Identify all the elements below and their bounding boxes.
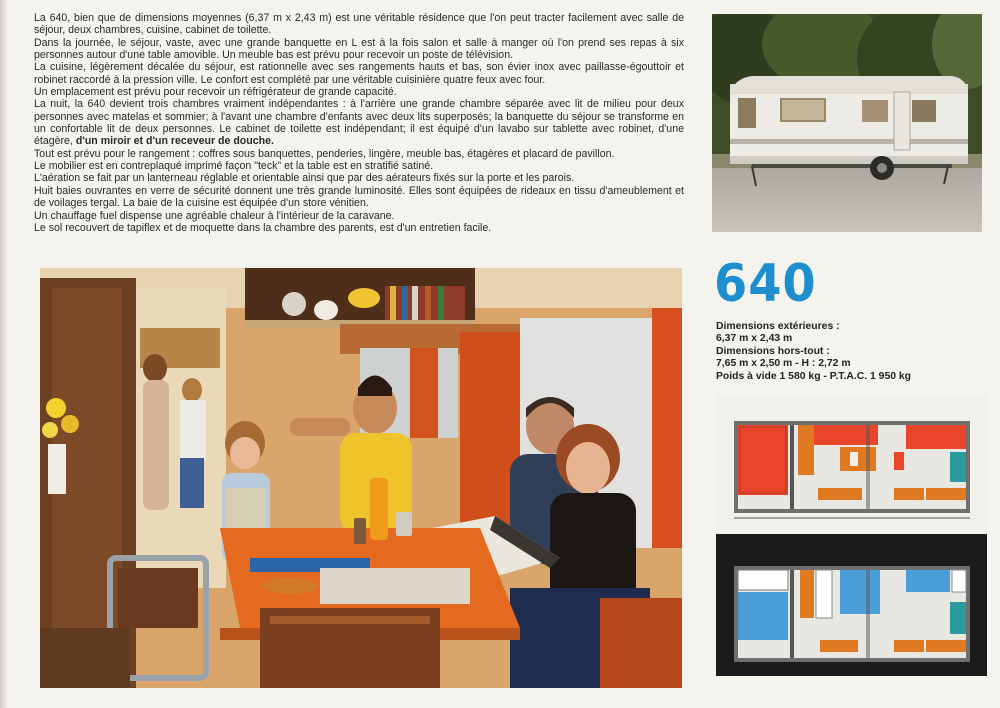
paragraph-storage: Tout est prévu pour le rangement : coffres sous banquettes, penderies, lingère, meuble bas, étagères et placard de pavillon. <box>34 147 615 160</box>
paragraph-floor: Le sol recouvert de tapiflex et de moquette dans la chambre des parents, est d'un entretien facile. <box>34 221 492 234</box>
paragraph-night-bold: d'un miroir et d'un receveur de douche. <box>75 135 274 148</box>
paragraph-night-text: La nuit, la 640 devient trois chambres vraiment indépendantes : à l'arrière une grande chambre séparée avec lit de milieu pour deux personnes avec matelas et sommier; à l'avant une chambre d'enfants avec deux lits superposés; la banquette du séjour se transforme en un confortable lit de deux personnes. Le cabinet de toilette est indépendant; il est équipé d'un lavabo sur tablette avec robinet, d'une étagère, <box>34 98 684 148</box>
specifications <box>716 321 986 383</box>
paragraph-ventilation: L'aération se fait par un lanterneau réglable et orientable ainsi que par des aérateurs fixés sur la porte et les parois. <box>34 172 575 185</box>
paragraph-kitchen: La cuisine, légèrement décalée du séjour, est rationnelle avec ses rangements hauts et bas, son évier inox avec paillasse-égouttoir et robinet raccordé à la pression ville. Le confort est complété par une véritable cuisinière quatre feux avec four. <box>34 61 684 86</box>
floor-plan-night <box>716 540 987 676</box>
spec-exterior-label: Dimensions extérieures : <box>716 321 840 332</box>
page-binding-shadow <box>0 0 8 708</box>
paragraph-night <box>34 98 684 147</box>
night-layout-diagram <box>716 540 987 676</box>
caravan-interior-illustration <box>40 268 682 688</box>
description-text <box>34 12 684 234</box>
paragraph-fridge: Un emplacement est prévu pour recevoir un réfrigérateur de grande capacité. <box>34 86 397 99</box>
spec-overall-label: Dimensions hors-tout : <box>716 345 830 357</box>
paragraph-living-room: Dans la journée, le séjour, vaste, avec une grande banquette en L est à la fois salon et salle à manger où l'on prend ses repas à six personnes autour d'une table amovible. Un meuble bas est prévu pour recevoir un poste de télévision. <box>34 36 684 62</box>
model-number: 640 <box>714 254 817 314</box>
paragraph-windows: Huit baies ouvrantes en verre de sécurité donnent une très grande luminosité. Elles sont équipées de rideaux en tissu d'ameublement et de voilages tergal. La baie de la cuisine est équipée d'un store vénitien. <box>34 184 684 210</box>
spec-overall-value: 7,65 m x 2,50 m - H : 2,72 m <box>716 358 851 370</box>
paragraph-heating: Un chauffage fuel dispense une agréable chaleur à l'intérieur de la caravane. <box>34 209 395 222</box>
paragraph-furniture: Le mobilier est en contreplaqué imprimé façon "teck" et la table est en stratifié satiné. <box>34 160 434 173</box>
day-layout-diagram <box>716 394 987 534</box>
spec-exterior-value: 6,37 m x 2,43 m <box>716 333 793 345</box>
caravan-exterior-photo <box>712 14 982 232</box>
spec-weight: Poids à vide 1 580 kg - P.T.A.C. 1 950 kg <box>716 370 912 382</box>
caravan-interior-photo <box>40 268 682 688</box>
floor-plan-day <box>716 394 987 534</box>
floor-plans <box>716 394 987 676</box>
paragraph-intro: La 640, bien que de dimensions moyennes (6,37 m x 2,43 m) est une véritable résidence que l'on peut tracter facilement avec salle de séjour, deux chambres, cuisine, cabinet de toilette. <box>34 12 684 37</box>
caravan-exterior-illustration <box>712 14 982 232</box>
